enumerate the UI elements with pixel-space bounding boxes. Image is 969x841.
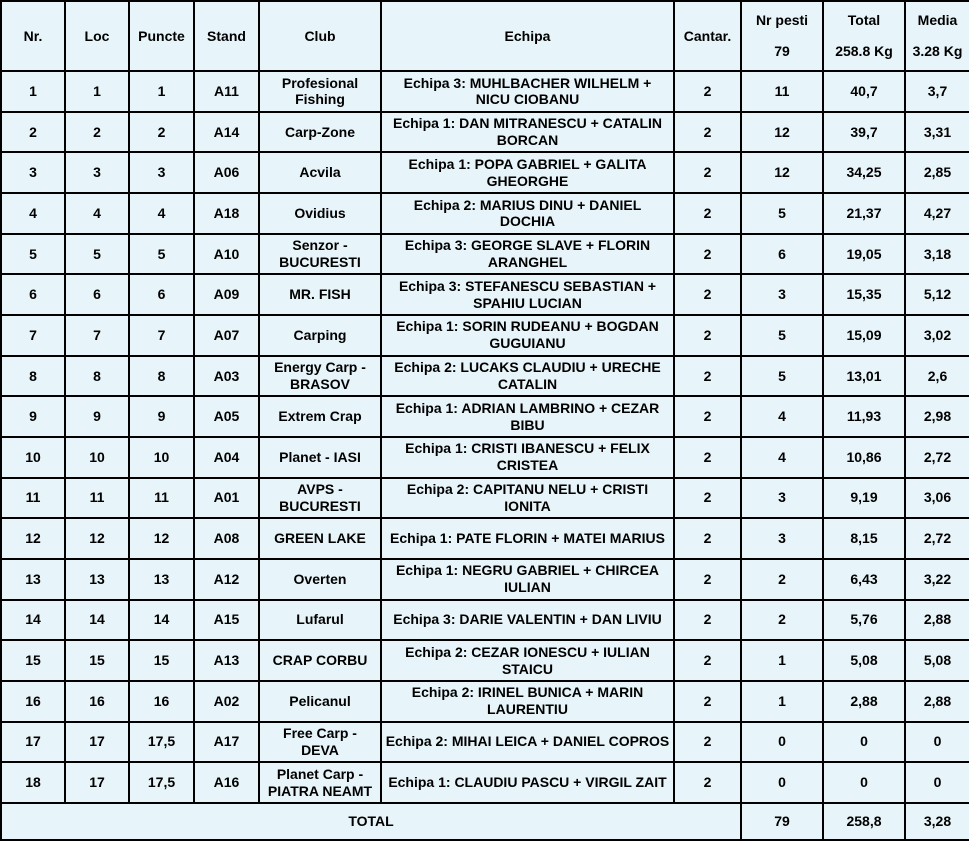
cell-nr: 3 <box>1 152 65 193</box>
table-row <box>1 274 969 315</box>
cell-media: 2,72 <box>905 437 969 478</box>
cell-puncte: 5 <box>129 234 194 275</box>
table-row <box>1 71 969 112</box>
table-row <box>1 762 969 803</box>
cell-nr: 15 <box>1 640 65 681</box>
cell-nr: 12 <box>1 518 65 559</box>
col-header-club: Club <box>259 1 381 71</box>
cell-echipa: Echipa 3: MUHLBACHER WILHELM + NICU CIOBANU <box>381 71 674 112</box>
cell-puncte: 13 <box>129 559 194 600</box>
cell-stand: A13 <box>194 640 259 681</box>
cell-stand: A03 <box>194 356 259 397</box>
table-row <box>1 396 969 437</box>
cell-stand: A05 <box>194 396 259 437</box>
cell-cantar: 2 <box>674 722 741 763</box>
cell-club: Planet - IASI <box>259 437 381 478</box>
cell-club: Carp-Zone <box>259 112 381 153</box>
cell-media: 3,18 <box>905 234 969 275</box>
cell-cantar: 2 <box>674 234 741 275</box>
cell-nr: 1 <box>1 71 65 112</box>
cell-club: Planet Carp - PIATRA NEAMT <box>259 762 381 803</box>
cell-nr-pesti: 5 <box>741 193 823 234</box>
cell-media: 2,72 <box>905 518 969 559</box>
col-header-media <box>905 1 969 71</box>
cell-media: 3,02 <box>905 315 969 356</box>
cell-puncte: 6 <box>129 274 194 315</box>
cell-echipa: Echipa 3: DARIE VALENTIN + DAN LIVIU <box>381 600 674 641</box>
cell-loc: 5 <box>65 234 129 275</box>
table-row <box>1 478 969 519</box>
cell-puncte: 10 <box>129 437 194 478</box>
cell-echipa: Echipa 1: NEGRU GABRIEL + CHIRCEA IULIAN <box>381 559 674 600</box>
cell-nr: 8 <box>1 356 65 397</box>
cell-stand: A02 <box>194 681 259 722</box>
cell-total: 5,76 <box>823 600 905 641</box>
cell-media: 4,27 <box>905 193 969 234</box>
total-header-value: 258.8 Kg <box>835 43 893 60</box>
table-row <box>1 518 969 559</box>
cell-loc: 12 <box>65 518 129 559</box>
cell-nr-pesti: 3 <box>741 518 823 559</box>
table-row <box>1 112 969 153</box>
cell-stand: A16 <box>194 762 259 803</box>
cell-nr: 16 <box>1 681 65 722</box>
cell-echipa: Echipa 2: IRINEL BUNICA + MARIN LAURENTIU <box>381 681 674 722</box>
cell-total: 10,86 <box>823 437 905 478</box>
cell-loc: 3 <box>65 152 129 193</box>
cell-nr: 10 <box>1 437 65 478</box>
cell-cantar: 2 <box>674 396 741 437</box>
cell-total: 0 <box>823 762 905 803</box>
total-row <box>1 803 969 840</box>
cell-total: 15,09 <box>823 315 905 356</box>
col-header-echipa: Echipa <box>381 1 674 71</box>
cell-echipa: Echipa 2: MIHAI LEICA + DANIEL COPROS <box>381 722 674 763</box>
cell-club: AVPS - BUCURESTI <box>259 478 381 519</box>
cell-nr-pesti: 12 <box>741 152 823 193</box>
table-row <box>1 600 969 641</box>
table-row <box>1 193 969 234</box>
cell-nr-pesti: 5 <box>741 356 823 397</box>
cell-club: Pelicanul <box>259 681 381 722</box>
cell-club: MR. FISH <box>259 274 381 315</box>
cell-echipa: Echipa 2: MARIUS DINU + DANIEL DOCHIA <box>381 193 674 234</box>
cell-club: Extrem Crap <box>259 396 381 437</box>
cell-nr: 9 <box>1 396 65 437</box>
cell-puncte: 15 <box>129 640 194 681</box>
cell-media: 2,98 <box>905 396 969 437</box>
cell-nr: 4 <box>1 193 65 234</box>
cell-club: Energy Carp - BRASOV <box>259 356 381 397</box>
cell-media: 3,31 <box>905 112 969 153</box>
cell-nr-pesti: 1 <box>741 681 823 722</box>
col-header-nr: Nr. <box>1 1 65 71</box>
cell-loc: 2 <box>65 112 129 153</box>
nr-pesti-header-label: Nr pesti <box>755 12 809 29</box>
cell-cantar: 2 <box>674 437 741 478</box>
cell-nr: 7 <box>1 315 65 356</box>
cell-nr-pesti: 4 <box>741 437 823 478</box>
cell-echipa: Echipa 1: POPA GABRIEL + GALITA GHEORGHE <box>381 152 674 193</box>
cell-stand: A07 <box>194 315 259 356</box>
cell-club: Lufarul <box>259 600 381 641</box>
cell-nr: 14 <box>1 600 65 641</box>
cell-nr-pesti: 2 <box>741 600 823 641</box>
cell-club: GREEN LAKE <box>259 518 381 559</box>
cell-media: 3,7 <box>905 71 969 112</box>
cell-cantar: 2 <box>674 559 741 600</box>
cell-puncte: 9 <box>129 396 194 437</box>
cell-loc: 17 <box>65 722 129 763</box>
cell-cantar: 2 <box>674 152 741 193</box>
cell-total: 11,93 <box>823 396 905 437</box>
cell-cantar: 2 <box>674 112 741 153</box>
cell-club: Acvila <box>259 152 381 193</box>
cell-echipa: Echipa 2: CAPITANU NELU + CRISTI IONITA <box>381 478 674 519</box>
cell-cantar: 2 <box>674 681 741 722</box>
total-header-stack <box>827 5 901 67</box>
cell-nr-pesti: 6 <box>741 234 823 275</box>
cell-cantar: 2 <box>674 356 741 397</box>
cell-stand: A09 <box>194 274 259 315</box>
col-header-loc: Loc <box>65 1 129 71</box>
header-row <box>1 1 969 71</box>
cell-cantar: 2 <box>674 600 741 641</box>
cell-club: Senzor - BUCURESTI <box>259 234 381 275</box>
table-row <box>1 722 969 763</box>
cell-media: 0 <box>905 762 969 803</box>
cell-total: 8,15 <box>823 518 905 559</box>
cell-loc: 16 <box>65 681 129 722</box>
cell-nr-pesti: 0 <box>741 722 823 763</box>
cell-loc: 17 <box>65 762 129 803</box>
col-header-nr-pesti <box>741 1 823 71</box>
cell-total: 40,7 <box>823 71 905 112</box>
cell-puncte: 2 <box>129 112 194 153</box>
cell-stand: A06 <box>194 152 259 193</box>
cell-puncte: 16 <box>129 681 194 722</box>
cell-club: Carping <box>259 315 381 356</box>
cell-echipa: Echipa 2: LUCAKS CLAUDIU + URECHE CATALIN <box>381 356 674 397</box>
cell-total: 2,88 <box>823 681 905 722</box>
cell-club: Profesional Fishing <box>259 71 381 112</box>
cell-stand: A17 <box>194 722 259 763</box>
cell-stand: A15 <box>194 600 259 641</box>
cell-loc: 10 <box>65 437 129 478</box>
table-row <box>1 234 969 275</box>
cell-nr-pesti: 12 <box>741 112 823 153</box>
cell-echipa: Echipa 1: PATE FLORIN + MATEI MARIUS <box>381 518 674 559</box>
cell-cantar: 2 <box>674 518 741 559</box>
cell-puncte: 14 <box>129 600 194 641</box>
nr-pesti-header-value: 79 <box>774 43 790 60</box>
cell-media: 0 <box>905 722 969 763</box>
nr-pesti-header-stack <box>745 5 819 67</box>
cell-stand: A14 <box>194 112 259 153</box>
cell-nr-pesti: 2 <box>741 559 823 600</box>
cell-puncte: 8 <box>129 356 194 397</box>
total-row-label: TOTAL <box>1 803 741 840</box>
cell-puncte: 11 <box>129 478 194 519</box>
cell-nr-pesti: 5 <box>741 315 823 356</box>
cell-media: 5,12 <box>905 274 969 315</box>
cell-media: 3,06 <box>905 478 969 519</box>
table-body <box>1 71 969 803</box>
total-header-label: Total <box>847 12 881 29</box>
cell-nr: 11 <box>1 478 65 519</box>
media-header-value: 3.28 Kg <box>912 43 963 60</box>
cell-stand: A10 <box>194 234 259 275</box>
cell-loc: 8 <box>65 356 129 397</box>
cell-media: 3,22 <box>905 559 969 600</box>
cell-puncte: 17,5 <box>129 722 194 763</box>
cell-total: 19,05 <box>823 234 905 275</box>
col-header-total <box>823 1 905 71</box>
cell-total: 39,7 <box>823 112 905 153</box>
cell-nr-pesti: 3 <box>741 274 823 315</box>
table-row <box>1 356 969 397</box>
cell-cantar: 2 <box>674 640 741 681</box>
cell-puncte: 3 <box>129 152 194 193</box>
cell-cantar: 2 <box>674 315 741 356</box>
cell-loc: 14 <box>65 600 129 641</box>
cell-nr: 2 <box>1 112 65 153</box>
cell-puncte: 4 <box>129 193 194 234</box>
cell-echipa: Echipa 1: CRISTI IBANESCU + FELIX CRISTEA <box>381 437 674 478</box>
cell-media: 5,08 <box>905 640 969 681</box>
cell-cantar: 2 <box>674 478 741 519</box>
cell-loc: 6 <box>65 274 129 315</box>
cell-nr-pesti: 1 <box>741 640 823 681</box>
cell-echipa: Echipa 2: CEZAR IONESCU + IULIAN STAICU <box>381 640 674 681</box>
cell-media: 2,85 <box>905 152 969 193</box>
cell-total: 0 <box>823 722 905 763</box>
cell-nr-pesti: 4 <box>741 396 823 437</box>
cell-echipa: Echipa 1: SORIN RUDEANU + BOGDAN GUGUIANU <box>381 315 674 356</box>
cell-cantar: 2 <box>674 193 741 234</box>
cell-loc: 1 <box>65 71 129 112</box>
media-header-label: Media <box>917 12 958 29</box>
cell-nr: 13 <box>1 559 65 600</box>
cell-club: CRAP CORBU <box>259 640 381 681</box>
cell-club: Free Carp - DEVA <box>259 722 381 763</box>
table-row <box>1 315 969 356</box>
cell-echipa: Echipa 3: GEORGE SLAVE + FLORIN ARANGHEL <box>381 234 674 275</box>
table-row <box>1 559 969 600</box>
cell-club: Ovidius <box>259 193 381 234</box>
cell-echipa: Echipa 3: STEFANESCU SEBASTIAN + SPAHIU LUCIAN <box>381 274 674 315</box>
cell-loc: 13 <box>65 559 129 600</box>
cell-stand: A12 <box>194 559 259 600</box>
table-row <box>1 152 969 193</box>
cell-stand: A08 <box>194 518 259 559</box>
cell-stand: A04 <box>194 437 259 478</box>
table-row <box>1 640 969 681</box>
total-row-total-kg: 258,8 <box>823 803 905 840</box>
table-row <box>1 681 969 722</box>
total-row-media: 3,28 <box>905 803 969 840</box>
cell-echipa: Echipa 1: ADRIAN LAMBRINO + CEZAR BIBU <box>381 396 674 437</box>
cell-loc: 4 <box>65 193 129 234</box>
cell-nr-pesti: 3 <box>741 478 823 519</box>
cell-puncte: 12 <box>129 518 194 559</box>
cell-echipa: Echipa 1: DAN MITRANESCU + CATALIN BORCAN <box>381 112 674 153</box>
cell-media: 2,88 <box>905 600 969 641</box>
cell-loc: 11 <box>65 478 129 519</box>
cell-loc: 9 <box>65 396 129 437</box>
cell-nr: 6 <box>1 274 65 315</box>
cell-cantar: 2 <box>674 71 741 112</box>
cell-total: 21,37 <box>823 193 905 234</box>
cell-total: 5,08 <box>823 640 905 681</box>
cell-loc: 15 <box>65 640 129 681</box>
media-header-stack <box>909 5 966 67</box>
cell-total: 6,43 <box>823 559 905 600</box>
cell-nr: 17 <box>1 722 65 763</box>
total-row-nr-pesti: 79 <box>741 803 823 840</box>
cell-total: 9,19 <box>823 478 905 519</box>
cell-media: 2,6 <box>905 356 969 397</box>
cell-cantar: 2 <box>674 762 741 803</box>
cell-puncte: 7 <box>129 315 194 356</box>
col-header-stand: Stand <box>194 1 259 71</box>
cell-loc: 7 <box>65 315 129 356</box>
cell-stand: A18 <box>194 193 259 234</box>
cell-echipa: Echipa 1: CLAUDIU PASCU + VIRGIL ZAIT <box>381 762 674 803</box>
cell-media: 2,88 <box>905 681 969 722</box>
col-header-puncte: Puncte <box>129 1 194 71</box>
cell-nr: 5 <box>1 234 65 275</box>
col-header-cantar: Cantar. <box>674 1 741 71</box>
cell-stand: A11 <box>194 71 259 112</box>
cell-nr: 18 <box>1 762 65 803</box>
cell-nr-pesti: 11 <box>741 71 823 112</box>
cell-club: Overten <box>259 559 381 600</box>
cell-puncte: 17,5 <box>129 762 194 803</box>
cell-nr-pesti: 0 <box>741 762 823 803</box>
table-row <box>1 437 969 478</box>
cell-puncte: 1 <box>129 71 194 112</box>
cell-total: 13,01 <box>823 356 905 397</box>
cell-total: 34,25 <box>823 152 905 193</box>
cell-total: 15,35 <box>823 274 905 315</box>
cell-cantar: 2 <box>674 274 741 315</box>
cell-stand: A01 <box>194 478 259 519</box>
